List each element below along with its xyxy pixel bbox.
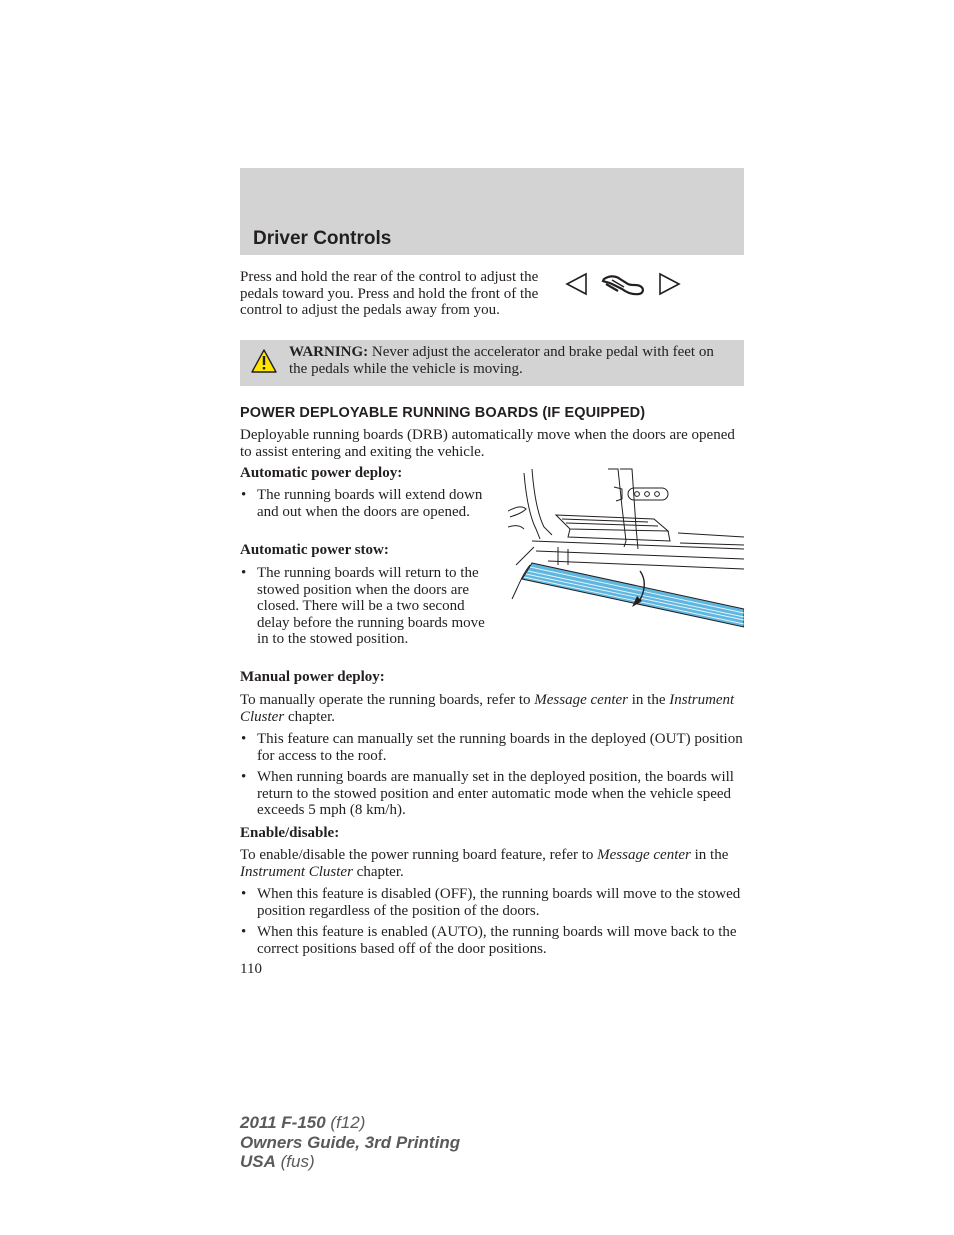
auto-deploy-list bbox=[240, 487, 496, 520]
warning-message: Never adjust the accelerator and brake pedal with feet on the pedals while the vehicle is moving. bbox=[289, 344, 714, 377]
list-item: • When this feature is enabled (AUTO), the running boards will move back to the correct positions based off of the door positions. bbox=[240, 924, 744, 957]
text-span: To enable/disable the power running board feature, refer to bbox=[240, 847, 598, 863]
message-center-ref: Message center bbox=[534, 692, 628, 708]
running-board-illustration bbox=[508, 467, 744, 629]
manual-deploy-heading: Manual power deploy: bbox=[240, 669, 385, 685]
text-span: in the bbox=[690, 847, 729, 863]
section-intro: Deployable running boards (DRB) automatically move when the doors are opened to assist entering and exiting the vehicle. bbox=[240, 427, 735, 460]
section-heading: POWER DEPLOYABLE RUNNING BOARDS (IF EQUIPPED) bbox=[240, 405, 646, 421]
manual-deploy-list bbox=[240, 731, 744, 819]
auto-deploy-heading: Automatic power deploy: bbox=[240, 465, 403, 481]
enable-disable-heading: Enable/disable: bbox=[240, 825, 340, 841]
market: USA bbox=[240, 1152, 276, 1171]
text-span: in the bbox=[627, 692, 670, 708]
footer-line-3 bbox=[240, 1152, 460, 1172]
enable-disable-paragraph bbox=[240, 847, 744, 880]
page-title: Driver Controls bbox=[253, 228, 392, 249]
list-item: • When this feature is disabled (OFF), the running boards will move to the stowed position regardless of the position of the doors. bbox=[240, 886, 744, 919]
text-span: To manually operate the running boards, refer to bbox=[240, 692, 535, 708]
page-number: 110 bbox=[240, 961, 262, 977]
footer-line-2 bbox=[240, 1133, 460, 1153]
footer-line-1 bbox=[240, 1113, 460, 1133]
instrument-cluster-ref: Instrument Cluster bbox=[240, 863, 353, 880]
model-name: 2011 F-150 bbox=[240, 1113, 326, 1132]
market-code: (fus) bbox=[275, 1152, 315, 1171]
text-span: chapter. bbox=[352, 863, 404, 880]
list-item: • The running boards will extend down and out when the doors are opened. bbox=[240, 487, 496, 520]
text-span: chapter. bbox=[284, 708, 335, 725]
manual-deploy-paragraph bbox=[240, 692, 744, 725]
list-item: • This feature can manually set the running boards in the deployed (OUT) position for access to the roof. bbox=[240, 731, 744, 764]
instrument-cluster-ref: Instrument Cluster bbox=[240, 692, 735, 725]
auto-stow-heading: Automatic power stow: bbox=[240, 542, 389, 558]
message-center-ref: Message center bbox=[597, 847, 691, 863]
pedal-adjust-icon bbox=[564, 270, 684, 298]
list-item: • When running boards are manually set in the deployed position, the boards will return to the stowed position and enter automatic mode when the vehicle speed exceeds 5 mph (8 km/h). bbox=[240, 769, 744, 819]
model-code: (f12) bbox=[325, 1113, 366, 1132]
pedal-instructions: Press and hold the rear of the control to adjust the pedals toward you. Press and hold the front of the control to adjust the pedals away from you. bbox=[240, 269, 539, 318]
list-item: • The running boards will return to the stowed position when the doors are closed. There will be a two second delay before the running boards move in to the stowed position. bbox=[240, 565, 496, 648]
warning-box bbox=[240, 340, 744, 386]
warning-label: WARNING: bbox=[289, 344, 369, 360]
warning-text bbox=[289, 344, 734, 377]
auto-stow-list bbox=[240, 565, 496, 648]
footer bbox=[240, 1113, 460, 1172]
warning-triangle-icon bbox=[251, 349, 277, 373]
enable-disable-list bbox=[240, 886, 744, 957]
guide-edition: Owners Guide, 3rd Printing bbox=[240, 1132, 461, 1152]
